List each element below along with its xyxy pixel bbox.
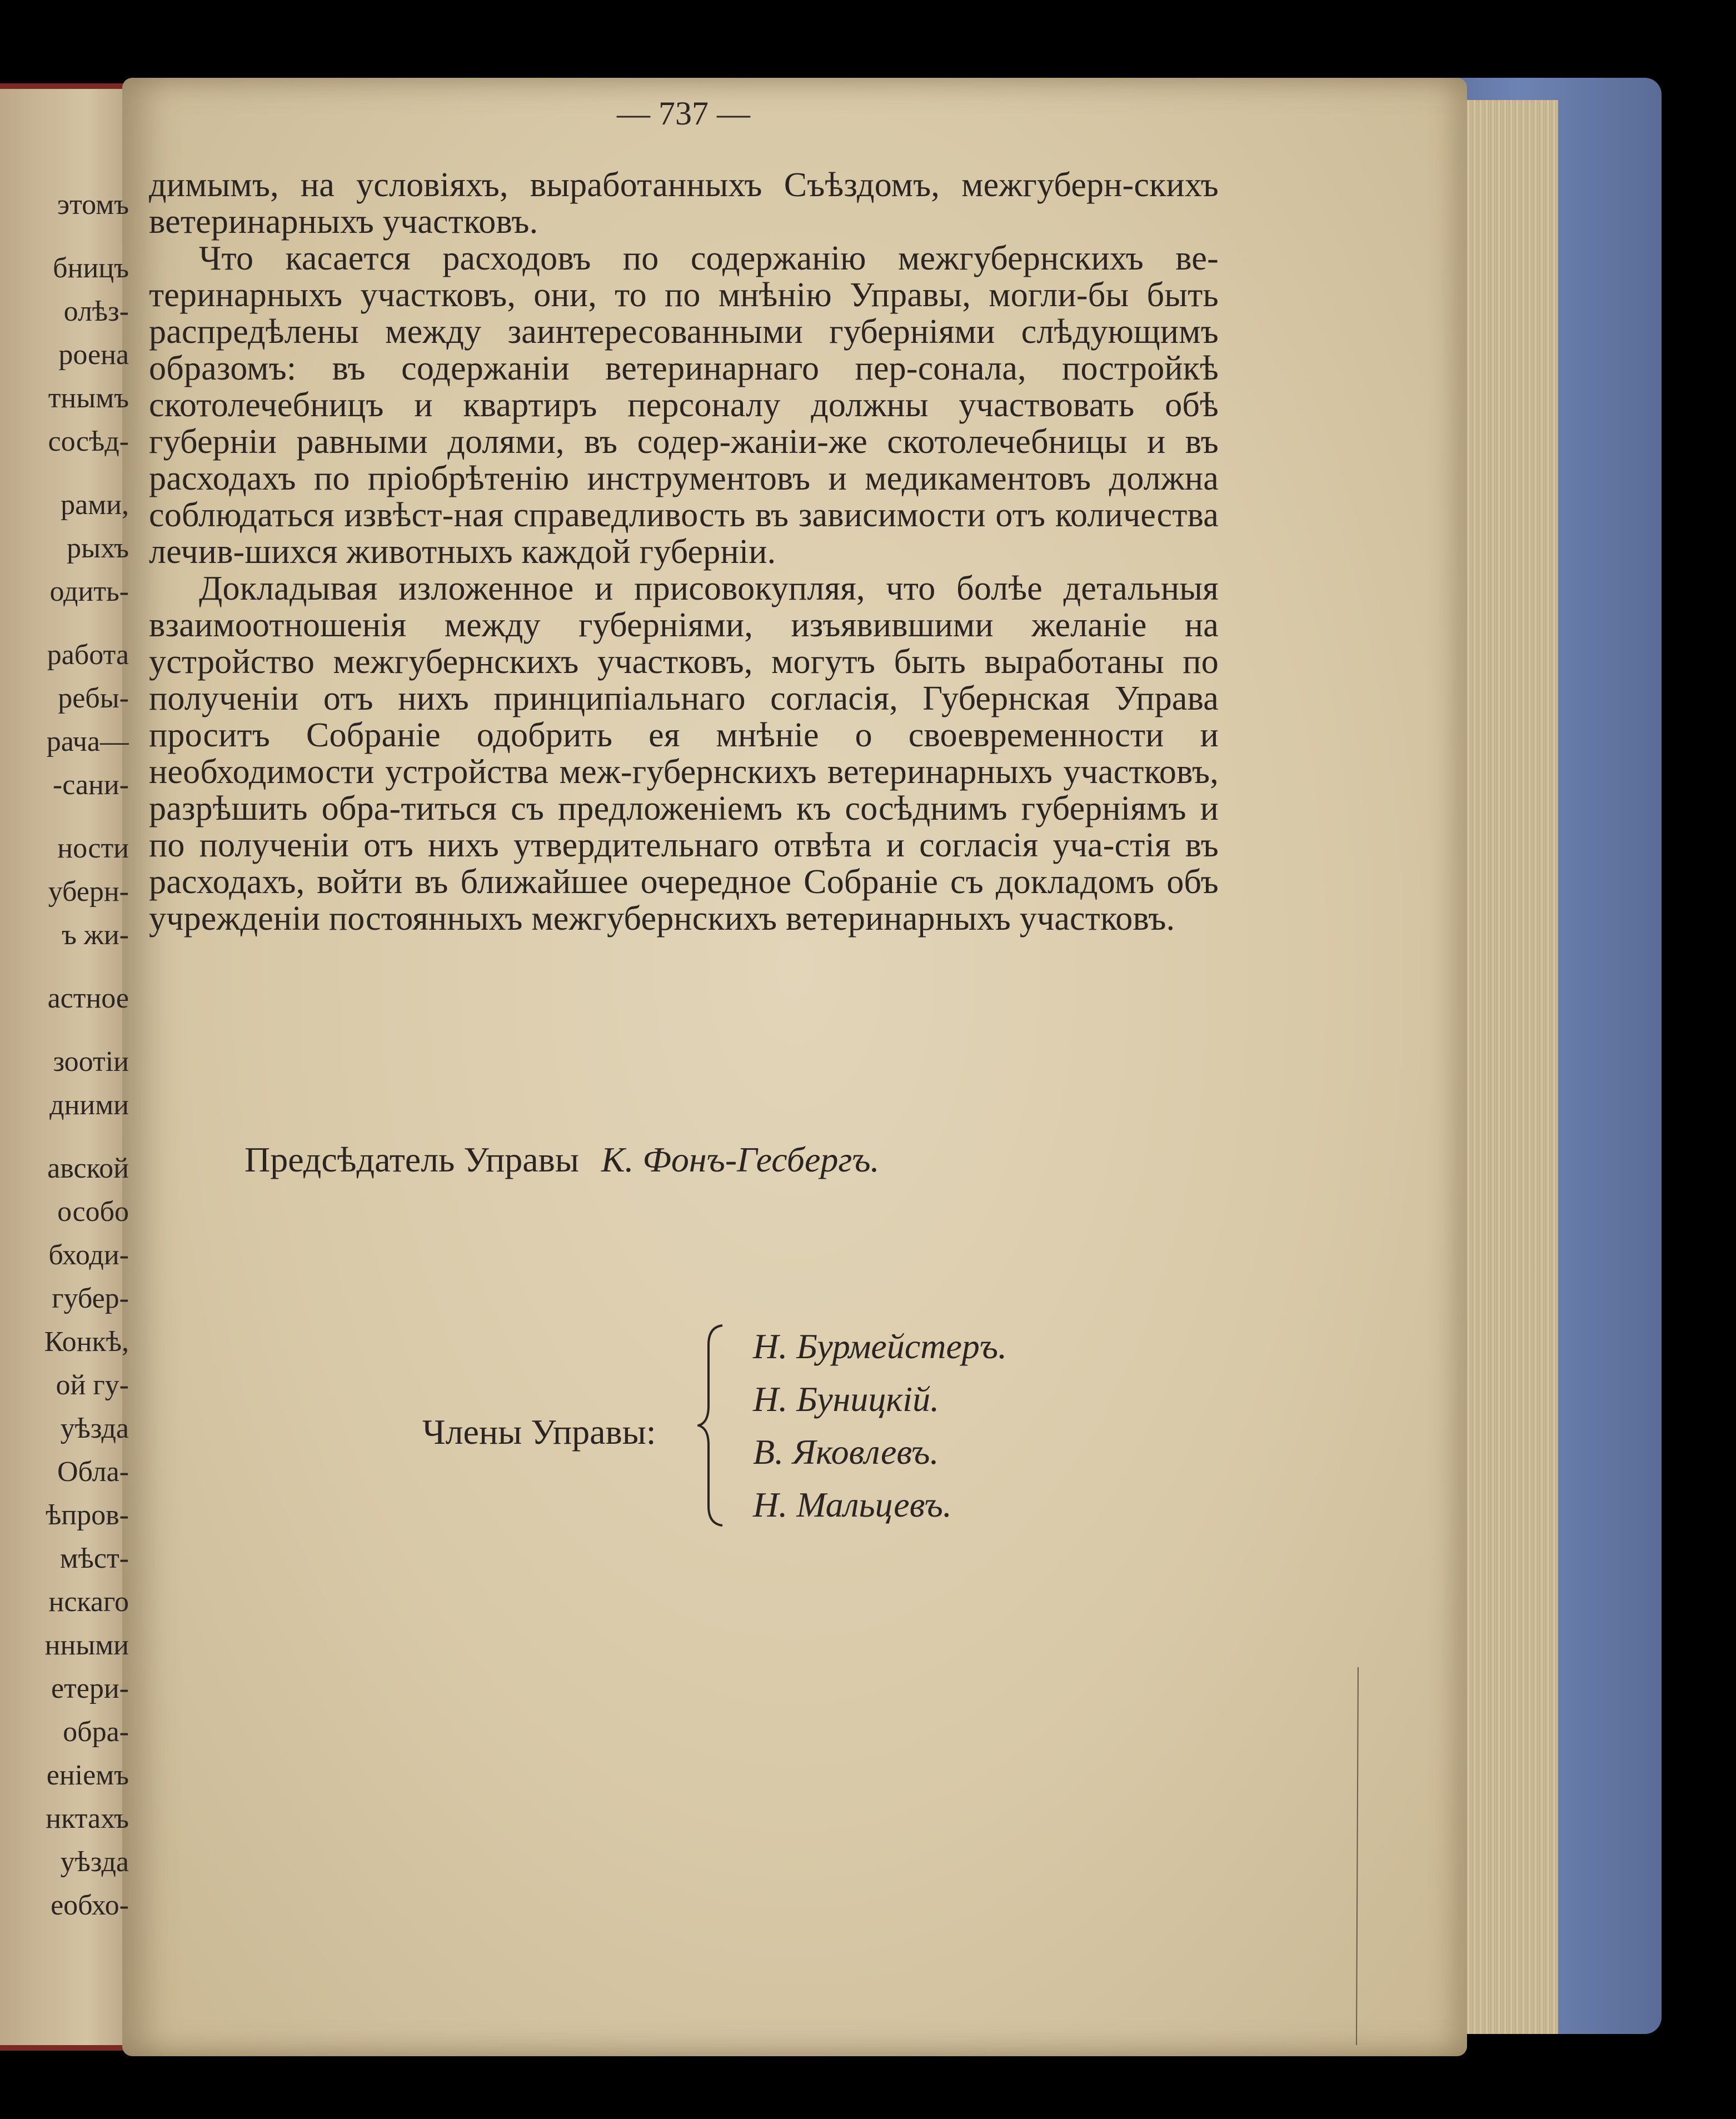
- left-page-line: олѣз-: [63, 296, 129, 327]
- members-list: [753, 1320, 1007, 1531]
- left-page-line: еніемъ: [46, 1759, 129, 1791]
- left-page-line: ъ жи-: [62, 919, 129, 951]
- left-page-line: сосѣд-: [48, 426, 129, 457]
- left-page-text: [0, 183, 129, 1927]
- member-name: В. Яковлевъ.: [753, 1432, 939, 1472]
- left-page-line: [0, 807, 129, 827]
- body-text: [149, 167, 1219, 937]
- left-page-line: нктахъ: [46, 1803, 129, 1834]
- left-page-line: [0, 463, 129, 483]
- curly-brace-icon: [697, 1323, 731, 1528]
- left-page-line: рача—: [46, 726, 129, 757]
- left-page-line: -сани-: [52, 769, 129, 801]
- left-page-line: губер-: [52, 1283, 129, 1314]
- left-page-line: Конкѣ,: [44, 1326, 129, 1358]
- paragraph-2: Что касается расходовъ по содержанію межгубернскихъ ве-теринарныхъ участковъ, они, то по мнѣнію Управы, могли-бы быть распредѣлены между заинтересованными губерніями слѣдующимъ образомъ: въ содержаніи ветеринарнаго пер-сонала, постройкѣ скотолечебницъ и квартиръ персоналу должны участвовать обѣ губерніи равными долями, въ содер-жаніи-же скотолечебницы и въ расходахъ по пріобрѣтенію инструментовъ и медикаментовъ должна соблюдаться извѣст-ная справедливость въ зависимости отъ количества лечив-шихся животныхъ каждой губерніи.: [149, 240, 1219, 571]
- left-page-line: уѣзда: [60, 1413, 129, 1444]
- member-name: Н. Бурмейстеръ.: [753, 1327, 1007, 1366]
- left-page-line: обра-: [63, 1716, 129, 1748]
- paragraph-1: димымъ, на условіяхъ, выработанныхъ Съѣздомъ, межгуберн-скихъ ветеринарныхъ участковъ.: [149, 166, 1219, 241]
- left-page-line: дними: [49, 1089, 129, 1121]
- left-page-line: ой гу-: [56, 1369, 129, 1401]
- left-page-line: [0, 1020, 129, 1040]
- left-page-line: уѣзда: [60, 1846, 129, 1878]
- left-page-line: роена: [58, 339, 129, 371]
- left-page-line: особо: [57, 1196, 129, 1228]
- left-page-line: авской: [47, 1153, 129, 1184]
- left-page-line: [0, 1127, 129, 1147]
- left-page-line: еобхо-: [51, 1889, 129, 1921]
- left-page-line: нными: [44, 1629, 129, 1661]
- left-page-line: нскаго: [48, 1586, 129, 1618]
- left-page-line: этомъ: [57, 189, 129, 221]
- members-label: Члены Управы:: [422, 1412, 656, 1452]
- left-page-line: ребы-: [58, 682, 129, 714]
- member-name: Н. Буницкій.: [753, 1379, 940, 1419]
- left-page-line: уберн-: [48, 876, 129, 908]
- chairman-signature: К. Фонъ-Гесбергъ.: [601, 1140, 880, 1179]
- page-crease-line: [1356, 1667, 1359, 2045]
- left-page-line: тнымъ: [48, 382, 129, 414]
- left-page-line: [0, 227, 129, 247]
- page-edges: [1456, 100, 1558, 2034]
- left-page-line: ности: [57, 832, 129, 864]
- left-page-line: астное: [47, 983, 129, 1014]
- left-page-line: [0, 957, 129, 977]
- left-page-line: мѣст-: [59, 1543, 129, 1574]
- member-name: Н. Мальцевъ.: [753, 1485, 952, 1524]
- chairman-title: Предсѣдатель Управы: [245, 1140, 579, 1179]
- chairman-line: [245, 1139, 880, 1180]
- left-page-line: рами,: [61, 489, 129, 521]
- paragraph-3: Докладывая изложенное и присовокупляя, что болѣе детальныя взаимоотношенія между губерніями, изъявившими желаніе на устройство межгубернскихъ участковъ, могутъ быть выработаны по полученіи отъ нихъ принципіальнаго согласія, Губернская Управа проситъ Собраніе одобрить ея мнѣніе о своевременности и необходимости устройства меж-губернскихъ ветеринарныхъ участковъ, разрѣшить обра-титься съ предложеніемъ къ сосѣднимъ губерніямъ и по полученіи отъ нихъ утвердительнаго отвѣта и согласія уча-стія въ расходахъ, войти въ ближайшее очередное Собраніе съ докладомъ объ учрежденіи постоянныхъ межгубернскихъ ветеринарныхъ участковъ.: [149, 570, 1219, 938]
- left-page-line: рыхъ: [67, 532, 129, 564]
- left-page-line: одить-: [49, 576, 129, 607]
- left-page-line: Обла-: [57, 1456, 129, 1488]
- page-number: — 737 —: [617, 95, 750, 132]
- left-page-line: работа: [47, 639, 129, 671]
- left-page-line: етери-: [51, 1673, 129, 1704]
- left-page-line: бходи-: [48, 1239, 129, 1271]
- left-page-line: зоотіи: [53, 1046, 129, 1078]
- left-page-line: ѣпров-: [46, 1499, 129, 1531]
- left-page-line: [0, 614, 129, 634]
- left-page-line: бницъ: [53, 252, 129, 284]
